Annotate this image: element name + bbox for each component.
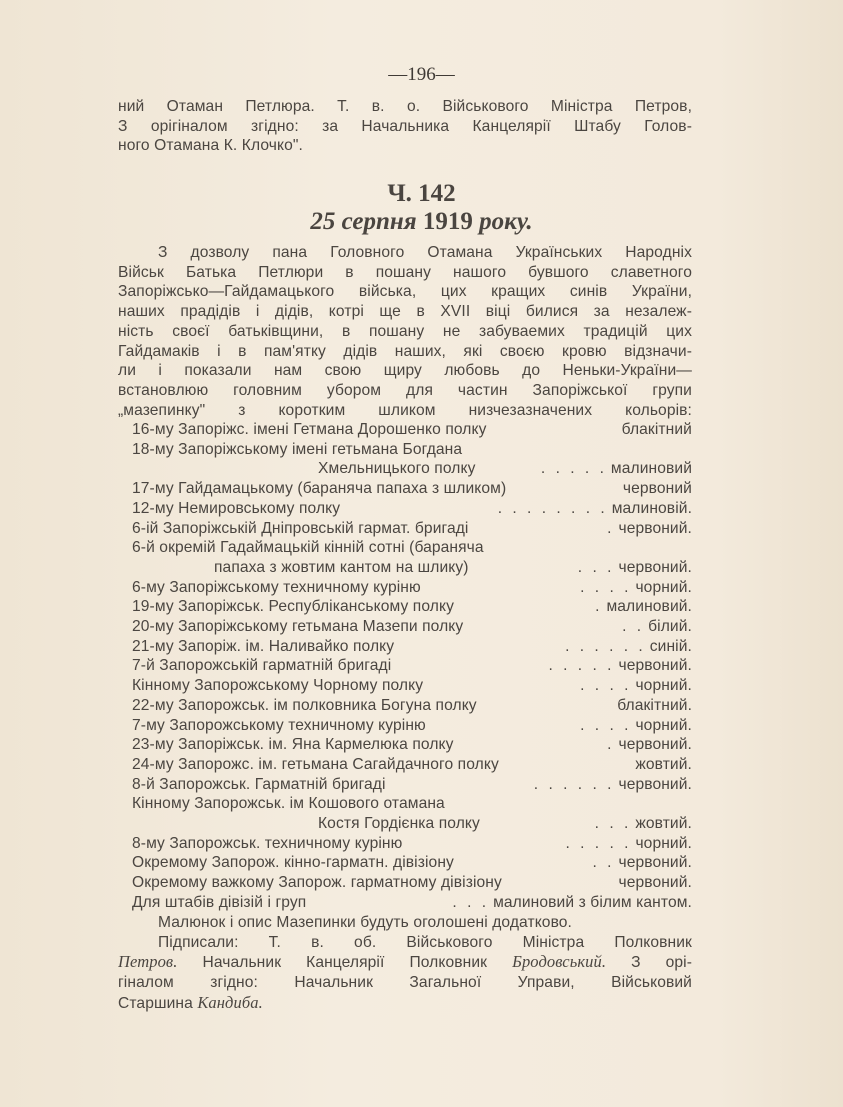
unit-name: Хмельницького полку <box>318 460 476 478</box>
unit-name: 23-му Запоріжськ. ім. Яна Кармелюка полку <box>132 736 454 754</box>
unit-color-list <box>118 420 692 913</box>
unit-name: 16-му Запоріжс. імені Гетмана Дорошенко полку <box>132 421 487 438</box>
mazepynka-color: блакітний. <box>617 696 692 714</box>
leader-dots: . . . . <box>580 578 632 596</box>
paragraph-line: Військ Батька Петлюри в пошану нашого бувшого славетного <box>118 263 692 281</box>
unit-row <box>118 656 692 676</box>
leader-dots <box>506 479 623 499</box>
unit-row <box>118 538 692 558</box>
mazepynka-color: жовтий. <box>635 815 692 833</box>
signer-name: Бродовський. <box>512 952 607 972</box>
mazepynka-color: червоний. <box>618 775 692 793</box>
unit-row <box>118 735 692 755</box>
unit-row <box>118 578 692 598</box>
date-word: року. <box>479 208 533 235</box>
paragraph-line: наших прадідів і дідів, котрі ще в XVII віці билися за незалеж- <box>118 303 692 321</box>
signatures-line: гіналом згідно: Начальник Загальної Управи, Військовий <box>118 974 692 992</box>
leader-dots: . . <box>622 618 645 636</box>
signatures-line: Підписали: Т. в. об. Військового Міністра Полковник <box>158 933 692 951</box>
intro-text <box>118 97 692 156</box>
unit-name: 6-ій Запоріжській Дніпровській гармат. бригаді <box>132 519 469 537</box>
mazepynka-color: червоний <box>622 480 692 498</box>
signer-name: Петров. <box>118 952 178 972</box>
unit-row <box>118 420 692 440</box>
leader-dots: . . . <box>594 815 632 833</box>
unit-row <box>118 834 692 854</box>
page-number: —196— <box>388 64 455 85</box>
date-year: 1919 <box>422 208 473 235</box>
unit-row <box>118 558 692 578</box>
mazepynka-color: червоний. <box>618 736 692 754</box>
order-paragraph <box>118 243 692 420</box>
unit-name: 22-му Запорожськ. ім полковника Богуна полку <box>132 696 477 714</box>
leader-dots <box>487 420 622 440</box>
unit-name: 17-му Гайдамацькому (бараняча папаха з шликом) <box>132 480 507 498</box>
signatures-text: Старшина <box>118 994 193 1012</box>
unit-name: 6-му Запоріжському техничному куріню <box>132 578 421 596</box>
unit-row <box>118 696 692 716</box>
leader-dots: . <box>607 519 615 537</box>
mazepynka-color: малиновий. <box>606 598 692 616</box>
leader-dots: . . . . . <box>548 657 615 675</box>
leader-dots <box>462 440 692 460</box>
leader-dots: . . <box>592 854 615 872</box>
leader-dots <box>445 794 692 814</box>
mazepynka-color: малиновий <box>610 460 692 478</box>
mazepynka-color: малиновій. <box>611 499 692 517</box>
order-number-heading: Ч. 142 <box>387 180 456 207</box>
unit-row <box>118 479 692 499</box>
mazepynka-color: чорний. <box>635 716 692 734</box>
unit-name: 20-му Запоріжському гетьмана Мазепи полку <box>132 618 464 636</box>
unit-row <box>118 459 692 479</box>
leader-dots <box>477 696 618 716</box>
note-line: Малюнок і опис Мазепинки будуть оголошені додатково. <box>158 914 572 931</box>
mazepynka-color: червоний. <box>618 519 692 537</box>
unit-row <box>118 873 692 893</box>
paragraph-line: З дозволу пана Головного Отамана Українських Народніх <box>158 244 692 261</box>
intro-line: ного Отамана К. Клочко". <box>118 137 303 155</box>
unit-row <box>118 893 692 913</box>
mazepynka-color: малиновий з білим кантом. <box>493 893 692 911</box>
signer-name: Кандиба. <box>197 992 263 1012</box>
unit-name: 12-му Немировському полку <box>132 499 341 517</box>
unit-row <box>118 617 692 637</box>
leader-dots: . . . . <box>580 716 632 734</box>
leader-dots: . . . . . <box>540 460 607 478</box>
mazepynka-color: червоний. <box>618 854 692 872</box>
leader-dots: . . . . . <box>565 834 632 852</box>
leader-dots: . . . . . . . . <box>497 499 608 517</box>
mazepynka-color: чорний. <box>635 677 692 695</box>
unit-row <box>118 637 692 657</box>
mazepynka-color: чорний. <box>635 578 692 596</box>
paragraph-line: встановлюю головним убором для частин Запоріжської групи <box>118 381 692 399</box>
mazepynka-color: чорний. <box>635 834 692 852</box>
mazepynka-color: блакітний <box>621 421 692 438</box>
unit-row <box>118 597 692 617</box>
mazepynka-color: білий. <box>648 618 692 636</box>
unit-row <box>118 676 692 696</box>
paragraph-line: „мазепинку" з коротким шликом низчезазначених кольорів: <box>118 401 692 419</box>
unit-name: Костя Гордієнка полку <box>318 815 480 833</box>
unit-name: 19-му Запоріжськ. Республіканському полку <box>132 598 454 616</box>
leader-dots: . <box>607 736 615 754</box>
unit-row <box>118 440 692 460</box>
paragraph-line: Запоріжсько—Гайдамацького війська, цих кращих синів України, <box>118 283 692 301</box>
unit-name: 8-й Запорожськ. Гарматній бригаді <box>132 775 386 793</box>
unit-name: 18-му Запоріжському імені гетьмана Богдана <box>132 440 463 458</box>
unit-name: 7-й Запорожській гарматній бригаді <box>132 657 392 675</box>
leader-dots: . . . . <box>580 677 632 695</box>
unit-name: Кінному Запорожському Чорному полку <box>132 677 424 695</box>
leader-dots: . . . <box>577 558 615 576</box>
signatures-text: З орі- <box>631 954 692 972</box>
leader-dots: . . . . . . <box>565 637 646 655</box>
unit-row <box>118 794 692 814</box>
unit-name: Кінному Запорожськ. ім Кошового отамана <box>132 795 445 813</box>
paragraph-line: ли і показали нам свою щиру любовь до Неньки-України— <box>118 362 692 380</box>
unit-row <box>118 716 692 736</box>
unit-row <box>118 519 692 539</box>
unit-name: 24-му Запорожс. ім. гетьмана Сагайдачного полку <box>132 755 499 773</box>
unit-name: папаха з жовтим кантом на шлику) <box>214 558 469 576</box>
leader-dots: . . . <box>452 893 490 911</box>
intro-line: З орігіналом згідно: за Начальника Канцелярії Штабу Голов- <box>118 117 692 135</box>
leader-dots: . . . . . . <box>533 775 615 793</box>
signatures-line <box>118 952 692 973</box>
unit-row <box>118 775 692 795</box>
paragraph-line: Гайдамаків і в пам'ятку дідів наших, які своєю кровю відзначи- <box>118 342 692 360</box>
unit-name: 7-му Запорожському техничному куріню <box>132 716 426 734</box>
unit-row <box>118 755 692 775</box>
order-date-heading <box>0 208 843 236</box>
leader-dots <box>502 873 619 893</box>
mazepynka-color: червоний. <box>618 657 692 675</box>
paragraph-line: ність своєї батьківщини, в пошану не забуваемих традицій цих <box>118 322 692 340</box>
closing-text <box>118 913 692 1014</box>
unit-name: 21-му Запоріж. ім. Наливайко полку <box>132 637 395 655</box>
mazepynka-color: жовтий. <box>635 755 692 773</box>
date-day: 25 <box>310 208 336 235</box>
leader-dots <box>484 538 692 558</box>
unit-row <box>118 814 692 834</box>
unit-name: 8-му Запорожськ. техничному куріню <box>132 834 403 852</box>
mazepynka-color: червоний. <box>618 558 692 576</box>
leader-dots: . <box>595 598 603 616</box>
unit-name: Окремому важкому Запорож. гарматному дівізіону <box>132 874 502 892</box>
intro-line: ний Отаман Петлюра. Т. в. о. Військового Міністра Петров, <box>118 98 692 115</box>
mazepynka-color: синій. <box>649 637 692 655</box>
unit-row <box>118 499 692 519</box>
unit-name: 6-й окремій Гадаймацькій кінній сотні (бараняча <box>132 539 484 557</box>
unit-row <box>118 853 692 873</box>
signatures-text: Начальник Канцелярії Полковник <box>202 954 488 972</box>
unit-name: Окремому Запорож. кінно-гарматн. дівізіону <box>132 854 454 872</box>
signatures-line <box>118 993 692 1014</box>
unit-name: Для штабів дівізій і груп <box>132 893 307 911</box>
leader-dots <box>499 755 635 775</box>
date-month: серпня <box>341 208 417 235</box>
mazepynka-color: червоний. <box>618 874 692 892</box>
